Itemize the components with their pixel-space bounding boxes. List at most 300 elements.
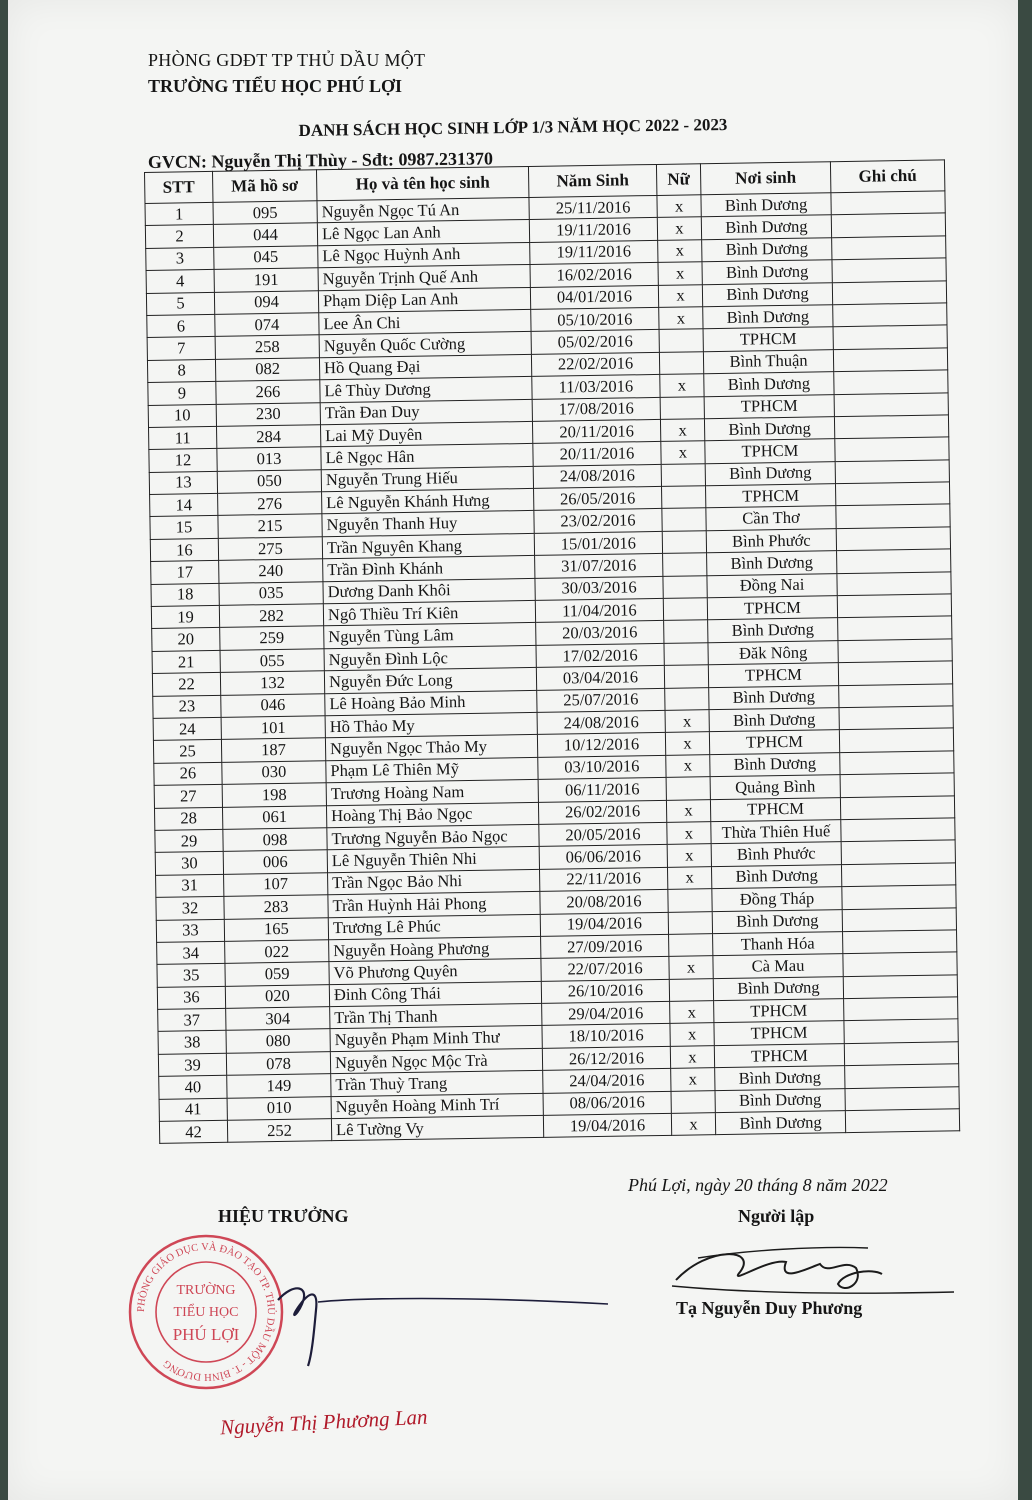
- column-header-ho-ten: Họ và tên học sinh: [316, 166, 528, 200]
- cell-ghi-chu: [843, 930, 957, 954]
- cell-ghi-chu: [839, 683, 953, 707]
- cell-ma-ho-so: 283: [224, 895, 328, 919]
- cell-ho-ten: Lê Nguyễn Thiên Nhi: [327, 847, 539, 873]
- cell-ma-ho-so: 284: [217, 425, 321, 449]
- cell-noi-sinh: TPHCM: [705, 439, 835, 463]
- cell-nam-sinh: 27/09/2016: [541, 934, 669, 958]
- cell-noi-sinh: Quảng Bình: [710, 775, 840, 799]
- cell-stt: 11: [149, 426, 217, 449]
- cell-ho-ten: Lê Tường Vy: [331, 1115, 543, 1141]
- cell-ma-ho-so: 132: [220, 671, 324, 695]
- cell-ho-ten: Lê Thùy Dương: [320, 377, 532, 403]
- cell-ma-ho-so: 198: [222, 783, 326, 807]
- cell-ma-ho-so: 061: [222, 805, 326, 829]
- cell-noi-sinh: TPHCM: [710, 797, 840, 821]
- cell-ma-ho-so: 276: [218, 492, 322, 516]
- cell-ghi-chu: [837, 594, 951, 618]
- cell-ghi-chu: [845, 1109, 959, 1133]
- cell-noi-sinh: Bình Dương: [715, 1111, 845, 1135]
- cell-ma-ho-so: 101: [221, 716, 325, 740]
- preparer-name: Tạ Nguyễn Duy Phương: [676, 1298, 863, 1318]
- cell-ho-ten: Trần Ngọc Bảo Nhi: [328, 869, 540, 895]
- cell-nu: x: [665, 732, 709, 755]
- cell-ghi-chu: [841, 840, 955, 864]
- cell-nam-sinh: 26/10/2016: [541, 979, 669, 1003]
- column-header-nam-sinh: Năm Sinh: [528, 164, 656, 197]
- cell-nu: [662, 531, 706, 554]
- cell-ho-ten: Lê Nguyễn Khánh Hưng: [322, 488, 534, 514]
- cell-ho-ten: Lê Ngọc Huỳnh Anh: [318, 242, 530, 268]
- cell-nam-sinh: 22/02/2016: [531, 352, 659, 376]
- cell-stt: 42: [159, 1120, 227, 1143]
- cell-ghi-chu: [842, 907, 956, 931]
- cell-nu: x: [660, 419, 704, 442]
- cell-nam-sinh: 11/03/2016: [532, 375, 660, 399]
- cell-nam-sinh: 22/11/2016: [539, 867, 667, 891]
- cell-ma-ho-so: 230: [216, 402, 320, 426]
- cell-ma-ho-so: 044: [213, 223, 317, 247]
- cell-noi-sinh: Bình Dương: [705, 461, 835, 485]
- cell-ma-ho-so: 050: [217, 469, 321, 493]
- cell-ma-ho-so: 078: [226, 1052, 330, 1076]
- preparer-signature: [668, 1228, 958, 1308]
- student-table-wrapper: [144, 159, 960, 1144]
- cell-nu: x: [666, 754, 710, 777]
- homeroom-teacher: GVCN: Nguyễn Thị Thùy - Sđt: 0987.231370: [147, 148, 493, 172]
- cell-ho-ten: Nguyễn Ngọc Thảo My: [325, 735, 537, 761]
- cell-ho-ten: Nguyễn Phạm Minh Thư: [330, 1026, 542, 1052]
- cell-ma-ho-so: 275: [218, 537, 322, 561]
- cell-nam-sinh: 20/05/2016: [539, 822, 667, 846]
- cell-nam-sinh: 31/07/2016: [535, 554, 663, 578]
- cell-stt: 23: [153, 695, 221, 718]
- cell-nu: [666, 777, 710, 800]
- cell-ma-ho-so: 094: [214, 290, 318, 314]
- cell-ma-ho-so: 030: [222, 760, 326, 784]
- cell-ghi-chu: [841, 818, 955, 842]
- cell-stt: 30: [155, 852, 223, 875]
- cell-stt: 36: [157, 986, 225, 1009]
- cell-nu: x: [666, 799, 710, 822]
- cell-ma-ho-so: 082: [215, 358, 319, 382]
- cell-stt: 24: [153, 717, 221, 740]
- cell-ho-ten: Nguyễn Ngọc Tú An: [317, 197, 529, 223]
- cell-ho-ten: Nguyễn Tùng Lâm: [324, 623, 536, 649]
- cell-ho-ten: Lai Mỹ Duyên: [320, 421, 532, 447]
- cell-nu: [665, 687, 709, 710]
- cell-nu: [663, 575, 707, 598]
- cell-noi-sinh: Đồng Nai: [707, 573, 837, 597]
- cell-noi-sinh: Cần Thơ: [706, 506, 836, 530]
- cell-ho-ten: Hồ Thảo My: [325, 712, 537, 738]
- cell-ghi-chu: [834, 370, 948, 394]
- cell-ho-ten: Trương Lê Phúc: [328, 914, 540, 940]
- cell-ho-ten: Hồ Quang Đại: [319, 354, 531, 380]
- cell-ghi-chu: [838, 639, 952, 663]
- cell-nu: [664, 665, 708, 688]
- cell-stt: 7: [147, 337, 215, 360]
- cell-ghi-chu: [831, 213, 945, 237]
- cell-nam-sinh: 19/11/2016: [530, 240, 658, 264]
- cell-ghi-chu: [843, 952, 957, 976]
- cell-ho-ten: Nguyễn Thanh Huy: [322, 511, 534, 537]
- cell-stt: 39: [158, 1053, 226, 1076]
- cell-ma-ho-so: 282: [219, 604, 323, 628]
- cell-stt: 3: [146, 247, 214, 270]
- cell-nam-sinh: 18/10/2016: [542, 1024, 670, 1048]
- cell-ho-ten: Nguyễn Đình Lộc: [324, 645, 536, 671]
- cell-nam-sinh: 06/11/2016: [538, 778, 666, 802]
- cell-ma-ho-so: 304: [226, 1007, 330, 1031]
- cell-stt: 38: [158, 1031, 226, 1054]
- cell-ho-ten: Lê Hoàng Bảo Minh: [325, 690, 537, 716]
- cell-ma-ho-so: 080: [226, 1029, 330, 1053]
- column-header-stt: STT: [145, 171, 213, 203]
- cell-ma-ho-so: 215: [218, 514, 322, 538]
- cell-nu: x: [669, 956, 713, 979]
- cell-ma-ho-so: 240: [219, 559, 323, 583]
- cell-nu: [662, 508, 706, 531]
- cell-nam-sinh: 16/02/2016: [530, 263, 658, 287]
- column-header-noi-sinh: Nơi sinh: [700, 162, 830, 195]
- cell-stt: 14: [150, 493, 218, 516]
- cell-nu: x: [658, 284, 702, 307]
- cell-stt: 15: [150, 516, 218, 539]
- cell-noi-sinh: Bình Dương: [711, 864, 841, 888]
- cell-nam-sinh: 17/02/2016: [536, 643, 664, 667]
- cell-ho-ten: Nguyễn Hoàng Phương: [329, 936, 541, 962]
- cell-stt: 9: [148, 382, 216, 405]
- cell-nu: [668, 889, 712, 912]
- cell-stt: 12: [149, 449, 217, 472]
- cell-nu: x: [659, 307, 703, 330]
- cell-nam-sinh: 24/08/2016: [537, 710, 665, 734]
- cell-stt: 17: [151, 561, 219, 584]
- cell-nam-sinh: 26/05/2016: [534, 486, 662, 510]
- document-title: DANH SÁCH HỌC SINH LỚP 1/3 NĂM HỌC 2022 - 2023: [298, 115, 728, 140]
- cell-stt: 27: [154, 785, 222, 808]
- cell-ho-ten: Đinh Công Thái: [329, 981, 541, 1007]
- cell-noi-sinh: Bình Dương: [715, 1066, 845, 1090]
- cell-nu: x: [658, 240, 702, 263]
- cell-stt: 20: [152, 628, 220, 651]
- cell-noi-sinh: Bình Dương: [712, 909, 842, 933]
- cell-ghi-chu: [835, 482, 949, 506]
- cell-ma-ho-so: 055: [220, 649, 324, 673]
- cell-ghi-chu: [840, 773, 954, 797]
- cell-ma-ho-so: 098: [223, 828, 327, 852]
- cell-ghi-chu: [844, 1042, 958, 1066]
- cell-nam-sinh: 20/11/2016: [532, 419, 660, 443]
- student-table: [144, 159, 960, 1144]
- cell-nu: x: [660, 374, 704, 397]
- cell-ghi-chu: [838, 661, 952, 685]
- cell-stt: 13: [149, 471, 217, 494]
- cell-nam-sinh: 26/12/2016: [542, 1046, 670, 1070]
- cell-noi-sinh: Bình Phước: [711, 842, 841, 866]
- cell-nam-sinh: 08/06/2016: [543, 1091, 671, 1115]
- cell-ghi-chu: [833, 325, 947, 349]
- cell-nam-sinh: 19/11/2016: [529, 218, 657, 242]
- cell-ho-ten: Nguyễn Đức Long: [324, 668, 536, 694]
- cell-ho-ten: Dương Danh Khôi: [323, 578, 535, 604]
- cell-ho-ten: Nguyễn Ngọc Mộc Trà: [330, 1048, 542, 1074]
- cell-noi-sinh: Đồng Tháp: [712, 887, 842, 911]
- cell-nam-sinh: 06/06/2016: [539, 845, 667, 869]
- cell-noi-sinh: Bình Dương: [715, 1088, 845, 1112]
- cell-nam-sinh: 24/04/2016: [543, 1069, 671, 1093]
- cell-ghi-chu: [840, 795, 954, 819]
- cell-ho-ten: Lê Ngọc Hân: [321, 444, 533, 470]
- cell-noi-sinh: TPHCM: [707, 596, 837, 620]
- cell-ma-ho-so: 010: [227, 1096, 331, 1120]
- cell-ghi-chu: [837, 572, 951, 596]
- cell-ghi-chu: [838, 616, 952, 640]
- cell-nu: x: [671, 1113, 715, 1136]
- column-header-ma-ho-so: Mã hồ sơ: [212, 170, 316, 203]
- cell-noi-sinh: TPHCM: [714, 999, 844, 1023]
- cell-ghi-chu: [840, 751, 954, 775]
- cell-ma-ho-so: 022: [225, 940, 329, 964]
- cell-ho-ten: Nguyễn Quốc Cường: [319, 332, 531, 358]
- cell-ghi-chu: [831, 191, 945, 215]
- cell-ghi-chu: [835, 437, 949, 461]
- cell-ma-ho-so: 107: [224, 872, 328, 896]
- cell-noi-sinh: TPHCM: [708, 663, 838, 687]
- cell-nam-sinh: 05/02/2016: [531, 330, 659, 354]
- cell-ho-ten: Trương Nguyễn Bảo Ngọc: [327, 824, 539, 850]
- cell-ghi-chu: [836, 527, 950, 551]
- cell-nam-sinh: 30/03/2016: [535, 576, 663, 600]
- cell-noi-sinh: Bình Dương: [702, 237, 832, 261]
- cell-nu: [661, 463, 705, 486]
- cell-ho-ten: Trần Huỳnh Hải Phong: [328, 891, 540, 917]
- cell-ghi-chu: [845, 1064, 959, 1088]
- cell-noi-sinh: Bình Dương: [703, 305, 833, 329]
- cell-nam-sinh: 25/11/2016: [529, 195, 657, 219]
- cell-noi-sinh: Bình Phước: [706, 529, 836, 553]
- cell-ma-ho-so: 165: [224, 917, 328, 941]
- cell-ma-ho-so: 258: [215, 335, 319, 359]
- cell-nu: x: [667, 822, 711, 845]
- cell-nu: x: [670, 1023, 714, 1046]
- cell-stt: 21: [152, 650, 220, 673]
- cell-noi-sinh: TPHCM: [709, 730, 839, 754]
- cell-nu: x: [657, 195, 701, 218]
- cell-ma-ho-so: 059: [225, 962, 329, 986]
- cell-noi-sinh: Cà Mau: [713, 954, 843, 978]
- cell-ho-ten: Ngô Thiều Trí Kiên: [323, 600, 535, 626]
- cell-stt: 33: [156, 919, 224, 942]
- cell-nam-sinh: 23/02/2016: [534, 509, 662, 533]
- cell-stt: 26: [154, 762, 222, 785]
- cell-ma-ho-so: 020: [225, 984, 329, 1008]
- principal-name: Nguyễn Thị Phương Lan: [219, 1404, 429, 1440]
- cell-nam-sinh: 22/07/2016: [541, 957, 669, 981]
- cell-ghi-chu: [837, 549, 951, 573]
- cell-nu: [664, 620, 708, 643]
- cell-nu: x: [670, 1001, 714, 1024]
- cell-ma-ho-so: 045: [214, 246, 318, 270]
- cell-stt: 28: [154, 807, 222, 830]
- cell-noi-sinh: Bình Dương: [710, 752, 840, 776]
- cell-ma-ho-so: 035: [219, 581, 323, 605]
- cell-noi-sinh: Thanh Hóa: [713, 932, 843, 956]
- cell-ho-ten: Trương Hoàng Nam: [326, 780, 538, 806]
- cell-nu: [663, 553, 707, 576]
- cell-nu: [660, 396, 704, 419]
- cell-stt: 34: [157, 941, 225, 964]
- cell-stt: 31: [156, 874, 224, 897]
- cell-nu: x: [665, 710, 709, 733]
- cell-noi-sinh: Bình Dương: [701, 193, 831, 217]
- cell-ma-ho-so: 187: [221, 738, 325, 762]
- cell-noi-sinh: Bình Dương: [702, 282, 832, 306]
- cell-nam-sinh: 17/08/2016: [532, 397, 660, 421]
- cell-noi-sinh: Đăk Nông: [708, 640, 838, 664]
- cell-ghi-chu: [832, 280, 946, 304]
- cell-nam-sinh: 19/04/2016: [540, 912, 668, 936]
- cell-nu: x: [667, 866, 711, 889]
- cell-ghi-chu: [834, 415, 948, 439]
- cell-stt: 40: [159, 1076, 227, 1099]
- cell-noi-sinh: Bình Dương: [701, 215, 831, 239]
- cell-nam-sinh: 25/07/2016: [537, 688, 665, 712]
- cell-noi-sinh: TPHCM: [704, 394, 834, 418]
- stamp-ring-text: PHÒNG GIÁO DỤC VÀ ĐÀO TẠO TP. THỦ DẦU MỘT - T. BÌNH DƯƠNG: [135, 1241, 277, 1383]
- cell-stt: 6: [147, 314, 215, 337]
- cell-ghi-chu: [843, 974, 957, 998]
- school-name: TRƯỜNG TIỂU HỌC PHÚ LỢI: [148, 76, 403, 96]
- cell-stt: 8: [147, 359, 215, 382]
- cell-nu: [659, 351, 703, 374]
- cell-nam-sinh: 20/11/2016: [533, 442, 661, 466]
- cell-ma-ho-so: 149: [227, 1074, 331, 1098]
- cell-ma-ho-so: 046: [221, 693, 325, 717]
- cell-nam-sinh: 20/08/2016: [540, 889, 668, 913]
- cell-ho-ten: Trần Đình Khánh: [323, 556, 535, 582]
- cell-ho-ten: Phạm Diệp Lan Anh: [318, 287, 530, 313]
- cell-ho-ten: Lê Ngọc Lan Anh: [317, 220, 529, 246]
- cell-ghi-chu: [835, 460, 949, 484]
- cell-noi-sinh: Bình Dương: [709, 685, 839, 709]
- cell-stt: 19: [151, 605, 219, 628]
- cell-nu: [671, 1090, 715, 1113]
- cell-nam-sinh: 24/08/2016: [533, 464, 661, 488]
- cell-nam-sinh: 19/04/2016: [543, 1113, 671, 1137]
- cell-stt: 35: [157, 964, 225, 987]
- cell-ho-ten: Trần Thuỳ Trang: [331, 1071, 543, 1097]
- cell-ma-ho-so: 266: [216, 380, 320, 404]
- cell-nu: x: [661, 441, 705, 464]
- cell-noi-sinh: Bình Dương: [702, 260, 832, 284]
- cell-ho-ten: Trần Nguyên Khang: [322, 533, 534, 559]
- cell-ghi-chu: [844, 997, 958, 1021]
- cell-ghi-chu: [834, 392, 948, 416]
- cell-noi-sinh: TPHCM: [703, 327, 833, 351]
- cell-stt: 4: [146, 270, 214, 293]
- cell-ghi-chu: [836, 504, 950, 528]
- cell-nam-sinh: 15/01/2016: [534, 531, 662, 555]
- cell-nu: [669, 934, 713, 957]
- cell-ho-ten: Phạm Lê Thiên Mỹ: [326, 757, 538, 783]
- student-rows: [145, 191, 960, 1144]
- preparer-title: Người lập: [738, 1206, 815, 1226]
- cell-ghi-chu: [842, 885, 956, 909]
- cell-noi-sinh: Thừa Thiên Huế: [711, 820, 841, 844]
- cell-stt: 22: [152, 673, 220, 696]
- cell-nu: [669, 978, 713, 1001]
- cell-nam-sinh: 05/10/2016: [531, 307, 659, 331]
- cell-nu: x: [670, 1045, 714, 1068]
- cell-nu: x: [667, 844, 711, 867]
- cell-stt: 16: [150, 538, 218, 561]
- cell-stt: 18: [151, 583, 219, 606]
- cell-nam-sinh: 04/01/2016: [530, 285, 658, 309]
- cell-nam-sinh: 11/04/2016: [535, 598, 663, 622]
- document-page: [8, 0, 1018, 1500]
- principal-signature: [258, 1262, 618, 1372]
- cell-stt: 41: [159, 1098, 227, 1121]
- cell-ma-ho-so: 095: [213, 201, 317, 225]
- cell-ghi-chu: [839, 728, 953, 752]
- cell-stt: 5: [146, 292, 214, 315]
- cell-ma-ho-so: 006: [223, 850, 327, 874]
- cell-nam-sinh: 03/10/2016: [538, 755, 666, 779]
- cell-noi-sinh: Bình Thuận: [703, 349, 833, 373]
- cell-noi-sinh: Bình Dương: [704, 417, 834, 441]
- cell-nam-sinh: 10/12/2016: [537, 733, 665, 757]
- cell-nam-sinh: 20/03/2016: [536, 621, 664, 645]
- cell-nu: [664, 643, 708, 666]
- cell-ho-ten: Nguyễn Hoàng Minh Trí: [331, 1093, 543, 1119]
- cell-ghi-chu: [841, 863, 955, 887]
- cell-nu: x: [658, 262, 702, 285]
- cell-ho-ten: Trần Đan Duy: [320, 399, 532, 425]
- cell-nam-sinh: 29/04/2016: [542, 1001, 670, 1025]
- cell-ghi-chu: [832, 258, 946, 282]
- cell-noi-sinh: Bình Dương: [707, 551, 837, 575]
- cell-stt: 32: [156, 896, 224, 919]
- cell-ghi-chu: [832, 236, 946, 260]
- cell-nu: x: [657, 217, 701, 240]
- cell-nu: x: [671, 1068, 715, 1091]
- cell-ho-ten: Nguyễn Trịnh Quế Anh: [318, 265, 530, 291]
- cell-ghi-chu: [833, 303, 947, 327]
- cell-nu: [659, 329, 703, 352]
- cell-nu: [668, 911, 712, 934]
- cell-noi-sinh: Bình Dương: [709, 708, 839, 732]
- cell-nu: [662, 486, 706, 509]
- cell-ho-ten: Hoàng Thị Bảo Ngọc: [326, 802, 538, 828]
- cell-ma-ho-so: 013: [217, 447, 321, 471]
- cell-noi-sinh: TPHCM: [714, 1043, 844, 1067]
- department-header: PHÒNG GDĐT TP THỦ DẦU MỘT: [148, 50, 426, 70]
- cell-stt: 1: [145, 202, 213, 225]
- cell-noi-sinh: TPHCM: [714, 1021, 844, 1045]
- cell-noi-sinh: Bình Dương: [704, 372, 834, 396]
- cell-nu: [663, 598, 707, 621]
- stamp-line-1: TRƯỜNG: [176, 1283, 236, 1298]
- cell-ho-ten: Trần Thị Thanh: [330, 1003, 542, 1029]
- cell-stt: 29: [155, 829, 223, 852]
- cell-stt: 10: [148, 404, 216, 427]
- cell-ghi-chu: [833, 348, 947, 372]
- cell-ho-ten: Võ Phương Quyên: [329, 959, 541, 985]
- cell-stt: 25: [153, 740, 221, 763]
- stamp-line-3: PHÚ LỢI: [172, 1325, 240, 1344]
- cell-ma-ho-so: 252: [227, 1119, 331, 1143]
